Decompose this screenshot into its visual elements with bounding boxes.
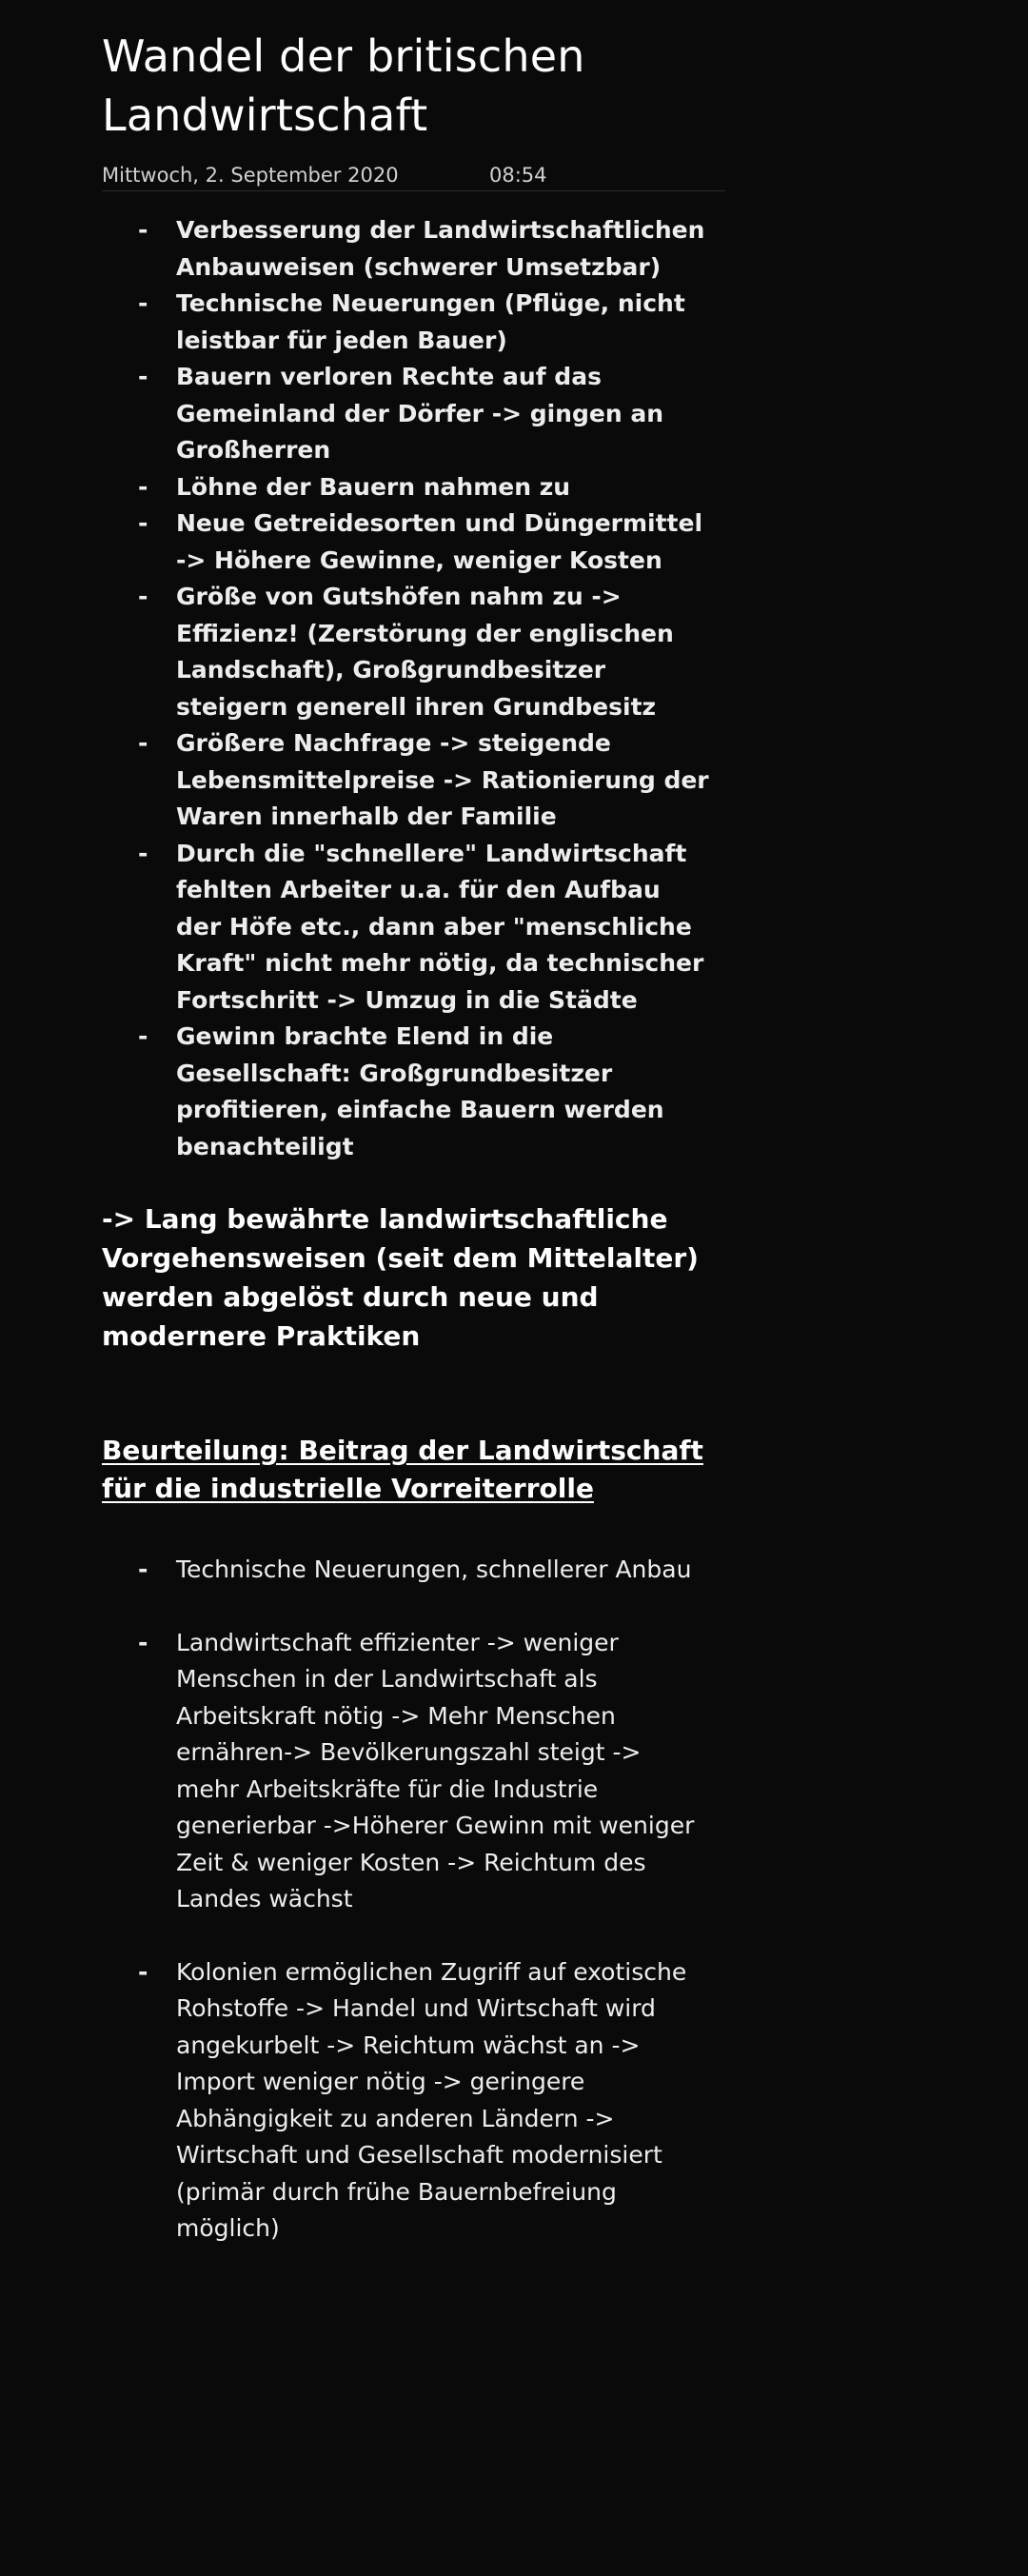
dash-marker: - — [138, 839, 148, 867]
list-item-text: Durch die "schnellere" Landwirtschaft fehlten Arbeiter u.a. für den Aufbau der Höfe etc., dann aber "menschliche Kraft" nicht mehr nötig, da technischer Fortschritt -> Umzug in die Städte — [176, 839, 704, 1014]
conclusion-text: -> Lang bewährte landwirtschaftliche Vorgehensweisen (seit dem Mittelalter) werden abgelöst durch neue und modernere Praktiken — [102, 1203, 699, 1352]
list-item-text: Löhne der Bauern nahmen zu — [176, 472, 571, 501]
dash-marker: - — [138, 289, 148, 317]
list-item — [102, 836, 711, 1020]
list-item-text: Verbesserung der Landwirtschaftlichen Anbauweisen (schwerer Umsetzbar) — [176, 216, 705, 281]
list-item — [102, 212, 711, 286]
note-date: Mittwoch, 2. September 2020 — [102, 164, 399, 187]
note-time: 08:54 — [489, 164, 547, 187]
dash-marker: - — [138, 583, 148, 610]
dash-marker: - — [138, 729, 148, 757]
dash-marker: - — [138, 1556, 148, 1583]
list-item-text: Größe von Gutshöfen nahm zu -> Effizienz! (Zerstörung der englischen Landschaft), Großgrundbesitzer steigern generell ihren Grundbesitz — [176, 583, 674, 721]
list-item — [102, 469, 711, 506]
list-item — [102, 359, 711, 469]
list-item — [102, 579, 711, 725]
list-item — [102, 1954, 711, 2248]
list-item — [102, 1625, 711, 1918]
dash-marker: - — [138, 363, 148, 390]
list-item-text: Gewinn brachte Elend in die Gesellschaft: Großgrundbesitzer profitieren, einfache Bauern werden benachteiligt — [176, 1022, 664, 1160]
list-item-text: Landwirtschaft effizienter -> weniger Menschen in der Landwirtschaft als Arbeitskraft nötig -> Mehr Menschen ernähren-> Bevölkerungszahl steigt -> mehr Arbeitskräfte für die Industrie generierbar ->Höherer Gewinn mit weniger Zeit & weniger Kosten -> Reichtum des Landes wächst — [176, 1628, 695, 1912]
list-item — [102, 1019, 711, 1165]
dash-marker: - — [138, 1628, 148, 1656]
list-item-text: Kolonien ermöglichen Zugriff auf exotische Rohstoffe -> Handel und Wirtschaft wird angekurbelt -> Reichtum wächst an -> Import weniger nötig -> geringere Abhängigkeit zu anderen Ländern -> Wirtschaft und Gesellschaft modernisiert (primär durch frühe Bauernbefreiung möglich) — [176, 1957, 687, 2242]
assessment-heading: Beurteilung: Beitrag der Landwirtschaft für die industrielle Vorreiterrolle — [102, 1435, 703, 1504]
list-item — [102, 505, 711, 579]
list-item — [102, 1552, 711, 1589]
assessment-bullet-list — [102, 1552, 711, 2248]
dash-marker: - — [138, 216, 148, 244]
change-bullet-list — [102, 212, 711, 1165]
note-meta — [102, 164, 725, 191]
list-item-text: Technische Neuerungen (Pflüge, nicht leistbar für jeden Bauer) — [176, 289, 685, 354]
list-item-text: Neue Getreidesorten und Düngermittel -> Höhere Gewinne, weniger Kosten — [176, 509, 703, 574]
dash-marker: - — [138, 472, 148, 501]
note-page — [102, 27, 711, 2248]
dash-marker: - — [138, 1022, 148, 1050]
list-item — [102, 725, 711, 836]
list-item-text: Größere Nachfrage -> steigende Lebensmittelpreise -> Rationierung der Waren innerhalb der Familie — [176, 729, 709, 830]
list-item-text: Bauern verloren Rechte auf das Gemeinland der Dörfer -> gingen an Großherren — [176, 363, 663, 464]
list-item-text: Technische Neuerungen, schnellerer Anbau — [176, 1556, 692, 1583]
dash-marker: - — [138, 509, 148, 537]
note-title: Wandel der britischen Landwirtschaft — [102, 30, 585, 141]
list-item — [102, 286, 711, 359]
dash-marker: - — [138, 1957, 148, 1986]
